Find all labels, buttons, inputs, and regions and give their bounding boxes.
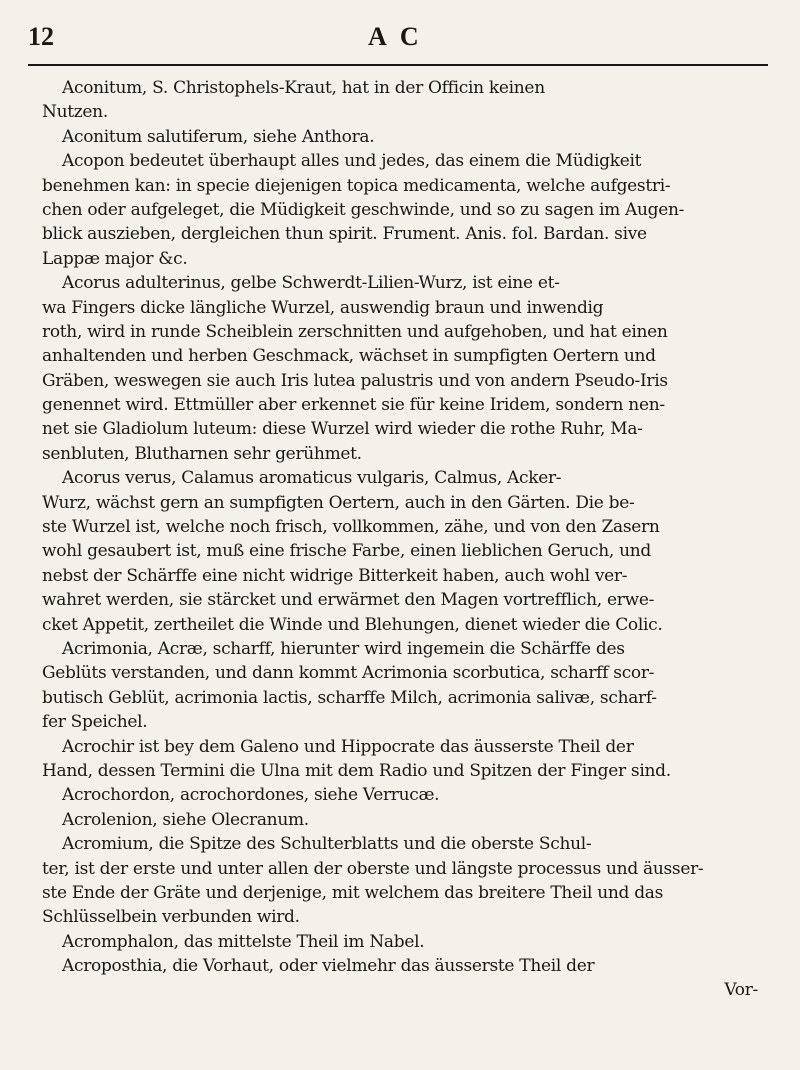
text-line: wahret werden, sie stärcket und erwärmet den Magen vortrefflich, erwe- bbox=[42, 590, 655, 611]
text-line: net sie Gladiolum luteum: diese Wurzel wird wieder die rothe Ruhr, Ma- bbox=[42, 419, 643, 440]
text-line: Lappæ major &c. bbox=[42, 248, 188, 269]
text-line: Acroposthia, die Vorhaut, oder vielmehr das äusserste Theil der bbox=[62, 956, 595, 977]
text-line: Acrochir ist bey dem Galeno und Hippocrate das äusserste Theil der bbox=[62, 736, 634, 757]
text-line: anhaltenden und herben Geschmack, wächset in sumpfigten Oertern und bbox=[42, 346, 656, 367]
text-line: Acrolenion, siehe Olecranum. bbox=[62, 809, 309, 830]
text-line: Acromium, die Spitze des Schulterblatts und die oberste Schul- bbox=[62, 834, 592, 855]
text-line: Acorus adulterinus, gelbe Schwerdt-Lilien-Wurz, ist eine et- bbox=[62, 273, 560, 294]
text-line: wohl gesaubert ist, muß eine frische Farbe, einen lieblichen Geruch, und bbox=[42, 541, 651, 562]
text-line: butisch Geblüt, acrimonia lactis, scharffe Milch, acrimonia salivæ, scharf- bbox=[42, 687, 657, 708]
body-text bbox=[42, 76, 758, 1003]
text-line: Vor- bbox=[724, 980, 758, 1001]
text-line: nebst der Schärffe eine nicht widrige Bitterkeit haben, auch wohl ver- bbox=[42, 565, 628, 586]
text-line: ste Wurzel ist, welche noch frisch, vollkommen, zähe, und von den Zasern bbox=[42, 517, 660, 538]
text-line: Geblüts verstanden, und dann kommt Acrimonia scorbutica, scharff scor- bbox=[42, 663, 655, 684]
page-number: 12 bbox=[28, 22, 54, 51]
text-line: ste Ende der Gräte und derjenige, mit welchem das breitere Theil und das bbox=[42, 882, 664, 903]
header-rule bbox=[28, 64, 768, 66]
text-line: genennet wird. Ettmüller aber erkennet sie für keine Iridem, sondern nen- bbox=[42, 395, 665, 416]
text-line: cket Appetit, zertheilet die Winde und Blehungen, dienet wieder die Colic. bbox=[42, 614, 663, 635]
text-line: Aconitum, S. Christophels-Kraut, hat in der Officin keinen bbox=[62, 78, 545, 98]
text-line: Acopon bedeutet überhaupt alles und jedes, das einem die Müdigkeit bbox=[62, 151, 642, 172]
text-line: senbluten, Blutharnen sehr gerühmet. bbox=[42, 443, 362, 464]
text-line: Acromphalon, das mittelste Theil im Nabel. bbox=[62, 931, 425, 952]
text-line: wa Fingers dicke längliche Wurzel, auswendig braun und inwendig bbox=[42, 297, 604, 318]
text-line: Nutzen. bbox=[42, 102, 108, 123]
text-line: Acrimonia, Acræ, scharff, hierunter wird ingemein die Schärffe des bbox=[62, 638, 625, 659]
page-header bbox=[28, 22, 768, 62]
text-line: blick auszieben, dergleichen thun spirit. Frument. Anis. fol. Bardan. sive bbox=[42, 224, 647, 245]
text-line: Gräben, weswegen sie auch Iris lutea palustris und von andern Pseudo-Iris bbox=[42, 370, 668, 391]
text-line: benehmen kan: in specie diejenigen topica medicamenta, welche aufgestri- bbox=[42, 175, 671, 196]
text-line: Hand, dessen Termini die Ulna mit dem Radio und Spitzen der Finger sind. bbox=[42, 760, 671, 781]
text-line: Wurz, wächst gern an sumpfigten Oertern, auch in den Gärten. Die be- bbox=[42, 492, 635, 513]
text-line: Aconitum salutiferum, siehe Anthora. bbox=[62, 126, 375, 147]
text-line: Schlüsselbein verbunden wird. bbox=[42, 907, 300, 928]
text-line: chen oder aufgeleget, die Müdigkeit geschwinde, und so zu sagen im Augen- bbox=[42, 199, 685, 220]
text-line: roth, wird in runde Scheiblein zerschnitten und aufgehoben, und hat einen bbox=[42, 321, 668, 342]
text-line: Acrochordon, acrochordones, siehe Verrucæ. bbox=[62, 785, 440, 806]
text-line: fer Speichel. bbox=[42, 712, 148, 733]
text-line: Acorus verus, Calamus aromaticus vulgaris, Calmus, Acker- bbox=[62, 468, 562, 489]
text-line: ter, ist der erste und unter allen der oberste und längste processus und äusser- bbox=[42, 858, 704, 879]
running-head: A C bbox=[368, 22, 423, 51]
